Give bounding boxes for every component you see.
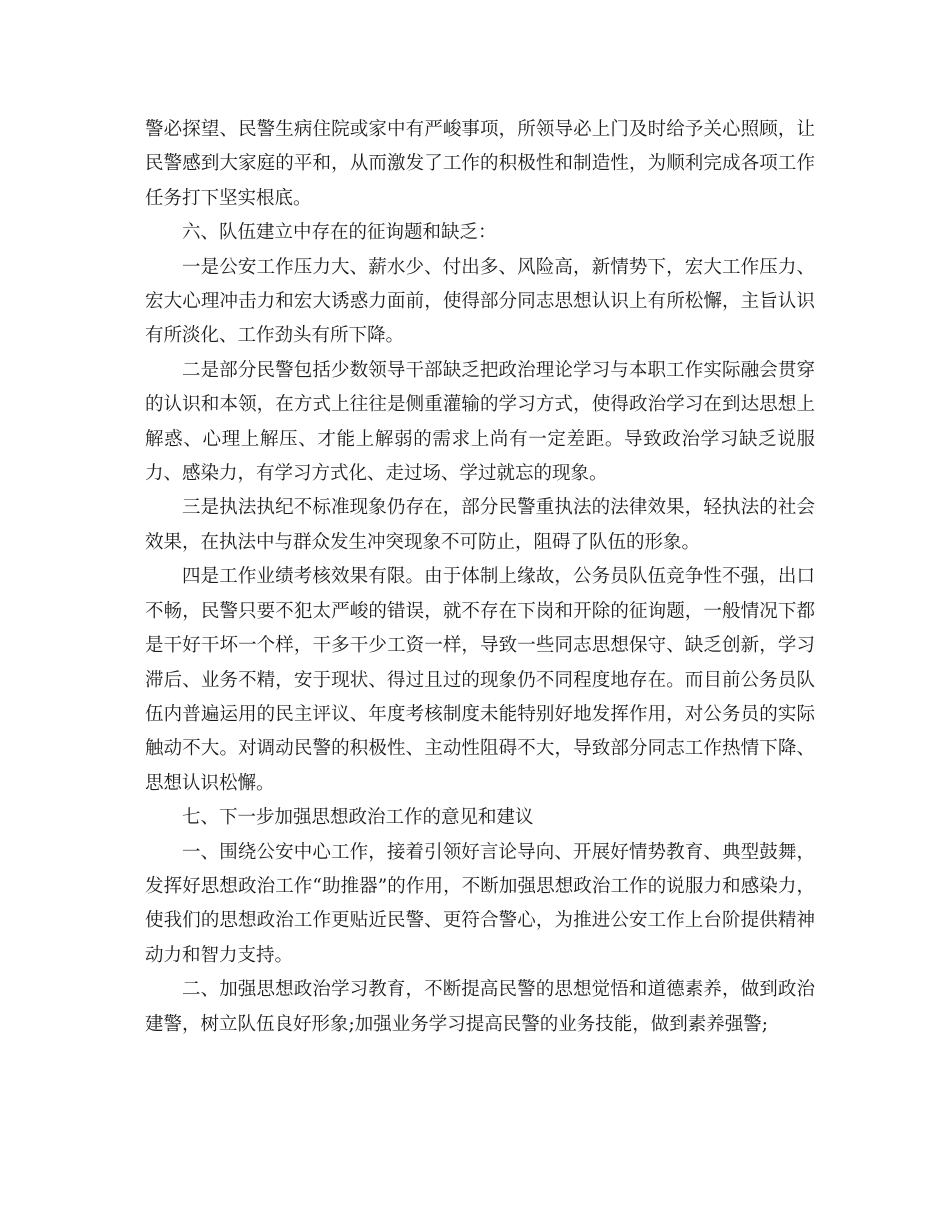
document-body <box>145 113 815 1042</box>
paragraph-problem-three: 三是执法执纪不标准现象仍存在，部分民警重执法的法律效果，轻执法的社会效果，在执法中与群众发生冲突现象不可防止，阻碍了队伍的形象。 <box>145 497 815 553</box>
paragraph-problem-two: 二是部分民警包括少数领导干部缺乏把政治理论学习与本职工作实际融会贯穿的认识和本领，在方式上往往是侧重灌输的学习方式，使得政治学习在到达思想上解惑、心理上解压、才能上解弱的需求上尚有一定差距。导致政治学习缺乏说服力、感染力，有学习方式化、走过场、学过就忘的现象。 <box>145 359 815 485</box>
paragraph-suggestion-one: 一、围绕公安中心工作，接着引领好言论导向、开展好情势教育、典型鼓舞，发挥好思想政治工作“助推器”的作用，不断加强思想政治工作的说服力和感染力，使我们的思想政治工作更贴近民警、更符合警心，为推进公安工作上台阶提供精神动力和智力支持。 <box>145 841 815 966</box>
section-heading-six: 六、队伍建立中存在的征询题和缺乏： <box>182 222 497 244</box>
paragraph-continuation: 警必探望、民警生病住院或家中有严峻事项，所领导必上门及时给予关心照顾，让民警感到大家庭的平和，从而激发了工作的积极性和制造性，为顺利完成各项工作任务打下坚实根底。 <box>145 119 815 209</box>
paragraph-problem-four: 四是工作业绩考核效果有限。由于体制上缘故，公务员队伍竞争性不强，出口不畅，民警只要不犯太严峻的错误，就不存在下岗和开除的征询题，一般情况下都是干好干坏一个样，干多干少工资一样，导致一些同志思想保守、缺乏创新，学习滞后、业务不精，安于现状、得过且过的现象仍不同程度地存在。而目前公务员队伍内普遍运用的民主评议、年度考核制度未能特别好地发挥作用，对公务员的实际触动不大。对调动民警的积极性、主动性阻碍不大，导致部分同志工作热情下降、思想认识松懈。 <box>145 566 815 794</box>
paragraph-problem-one: 一是公安工作压力大、薪水少、付出多、风险高，新情势下，宏大工作压力、宏大心理冲击力和宏大诱惑力面前，使得部分同志思想认识上有所松懈，主旨认识有所淡化、工作劲头有所下降。 <box>145 256 815 347</box>
paragraph-suggestion-two: 二、加强思想政治学习教育，不断提高民警的思想觉悟和道德素养，做到政治建警，树立队伍良好形象;加强业务学习提高民警的业务技能，做到素养强警; <box>145 979 815 1035</box>
section-heading-seven: 七、下一步加强思想政治工作的意见和建议 <box>182 807 534 829</box>
